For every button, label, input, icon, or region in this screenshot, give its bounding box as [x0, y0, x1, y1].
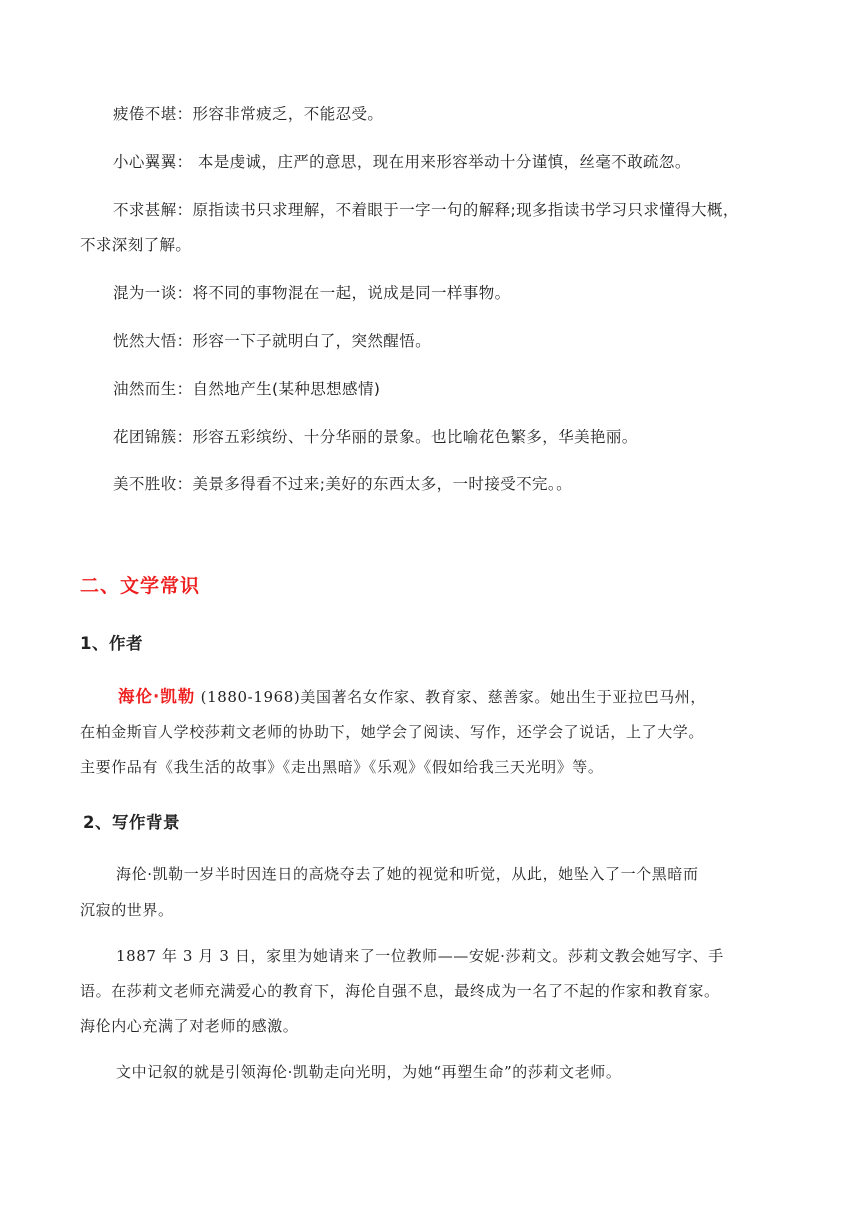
- background-p2-line2: 语。在莎莉文老师充满爱心的教育下，海伦自强不息，最终成为一名了不起的作家和教育家。: [80, 982, 720, 1000]
- background-p2-line3: 海伦内心充满了对老师的感激。: [80, 1017, 299, 1035]
- idiom-buqiu-shenjie-line1: 不求甚解：原指读书只求理解，不着眼于一字一句的解释;现多指读书学习只求懂得大概，: [113, 201, 739, 219]
- idiom-xiaoxin-yiyi: 小心翼翼： 本是虔诚，庄严的意思，现在用来形容举动十分谨慎，丝毫不敢疏忽。: [113, 153, 691, 171]
- idiom-meibu-shengshou: 美不胜收：美景多得看不过来;美好的东西太多，一时接受不完。。: [113, 475, 572, 493]
- section-heading-literature: 二、文学常识: [80, 575, 201, 597]
- idiom-youran-ersheng: 油然而生：自然地产生(某种思想感情): [113, 380, 381, 398]
- idiom-hunwei-yitan: 混为一谈：将不同的事物混在一起，说成是同一样事物。: [113, 284, 511, 302]
- idiom-pijuan-buikan: 疲倦不堪：形容非常疲乏，不能忍受。: [113, 105, 384, 123]
- author-intro-line2: 在柏金斯盲人学校莎莉文老师的协助下，她学会了阅读、写作，还学会了说话，上了大学。: [80, 723, 705, 741]
- background-p3: 文中记叙的就是引领海伦·凯勒走向光明，为她“再塑生命”的莎莉文老师。: [116, 1063, 622, 1081]
- idiom-huatuan-jincu: 花团锦簇：形容五彩缤纷、十分华丽的景象。也比喻花色繁多，华美艳丽。: [113, 428, 638, 446]
- idiom-huangran-dawu: 恍然大悟：形容一下子就明白了，突然醒悟。: [113, 332, 432, 350]
- background-p1-line1: 海伦·凯勒一岁半时因连日的高烧夺去了她的视觉和听觉，从此，她坠入了一个黑暗而: [116, 865, 699, 883]
- subheading-author: 1、作者: [80, 634, 143, 653]
- author-intro-line3: 主要作品有《我生活的故事》《走出黑暗》《乐观》《假如给我三天光明》等。: [80, 758, 604, 776]
- author-name: 海伦·凯勒: [118, 687, 196, 706]
- background-p2-line1: 1887 年 3 月 3 日，家里为她请来了一位教师——安妮·莎莉文。莎莉文教会她写字、手: [116, 947, 724, 965]
- author-intro-line1: [118, 687, 706, 707]
- author-dates-and-bio: (1880-1968)美国著名女作家、教育家、慈善家。她出生于亚拉巴马州，: [195, 688, 706, 706]
- idiom-buqiu-shenjie-line2: 不求深刻了解。: [80, 236, 192, 254]
- subheading-background: 2、写作背景: [83, 813, 180, 832]
- background-p1-line2: 沉寂的世界。: [80, 901, 174, 919]
